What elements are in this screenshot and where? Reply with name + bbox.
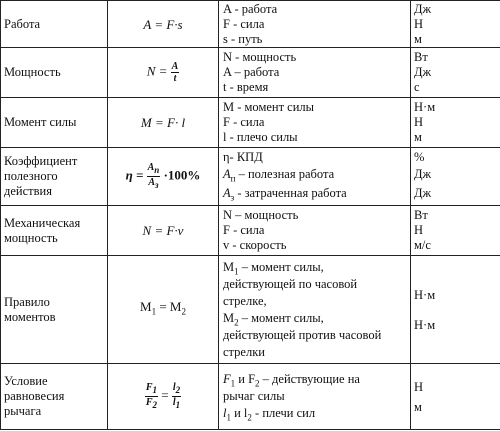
formula: N = F·v: [142, 223, 184, 238]
table-row-efficiency: [1, 148, 500, 206]
desc-line: s - путь: [223, 31, 263, 46]
quantity-name: Коэффициент полезного действия: [1, 148, 108, 206]
units-cell: % Дж Дж: [411, 148, 500, 206]
units-cell: Вт Н м/с: [411, 206, 500, 256]
quantity-name: Мощность: [1, 48, 108, 98]
formula-cell: $\frac{F_1}{F_2}$ = $\frac{l_2}{l_1}$: [108, 364, 219, 430]
quantity-name: Механическая мощность: [1, 206, 108, 256]
description-cell: η- КПД $A_п$ – полезная работа $A_з$ - затраченная работа: [219, 148, 411, 206]
units-cell: Вт Дж с: [411, 48, 500, 98]
units-cell: Н м: [411, 364, 500, 430]
description-cell: $M_1$ – момент силы, действующей по часовой стрелке, $M_2$ – момент силы, действующей против часовой стрелки: [219, 256, 411, 364]
formula-cell: [108, 1, 219, 48]
formula-cell: N = $\frac{A}{t}$: [108, 48, 219, 98]
table-row-work: [1, 1, 500, 48]
quantity-name: Момент силы: [1, 98, 108, 148]
formula: A = F·s: [143, 16, 183, 32]
fraction: $\frac{A_п}{A_з}$: [147, 162, 160, 190]
formula-cell: [108, 206, 219, 256]
formula-cell: η = $\frac{A_п}{A_з}$ ·100%: [108, 148, 219, 206]
formula: M = F· l: [140, 115, 186, 130]
description-cell: N – мощность F - сила v - скорость: [219, 206, 411, 256]
description-cell: $F_1$ и $F_2$ – действующие на рычаг силы $l_1$ и $l_2$ - плечи сил: [219, 364, 411, 430]
formula-cell: [108, 98, 219, 148]
formula-cell: $M_1 = M_2$: [108, 256, 219, 364]
table-row-lever-equilibrium: [1, 364, 500, 430]
table-row-moments-rule: [1, 256, 500, 364]
description-cell: N - мощность A – работа t - время: [219, 48, 411, 98]
fraction: $\frac{F_1}{F_2}$: [145, 382, 158, 410]
description-cell: M - момент силы F - сила l - плечо силы: [219, 98, 411, 148]
table-row-mechanical-power: [1, 206, 500, 256]
desc-line: F - сила: [223, 16, 265, 31]
quantity-name: Работа: [1, 1, 108, 48]
description-cell: [219, 1, 411, 48]
fraction: $\frac{l_2}{l_1}$: [172, 382, 181, 410]
fraction: $\frac{A}{t}$: [171, 61, 179, 84]
quantity-name: Условие равновесия рычага: [1, 364, 108, 430]
quantity-name: Правило моментов: [1, 256, 108, 364]
units-cell: Н·м Н·м: [411, 256, 500, 364]
desc-line: A - работа: [223, 1, 278, 16]
units-cell: Дж Н м: [411, 1, 500, 48]
table-row-power: [1, 48, 500, 98]
table-row-torque: [1, 98, 500, 148]
units-cell: Н·м Н м: [411, 98, 500, 148]
